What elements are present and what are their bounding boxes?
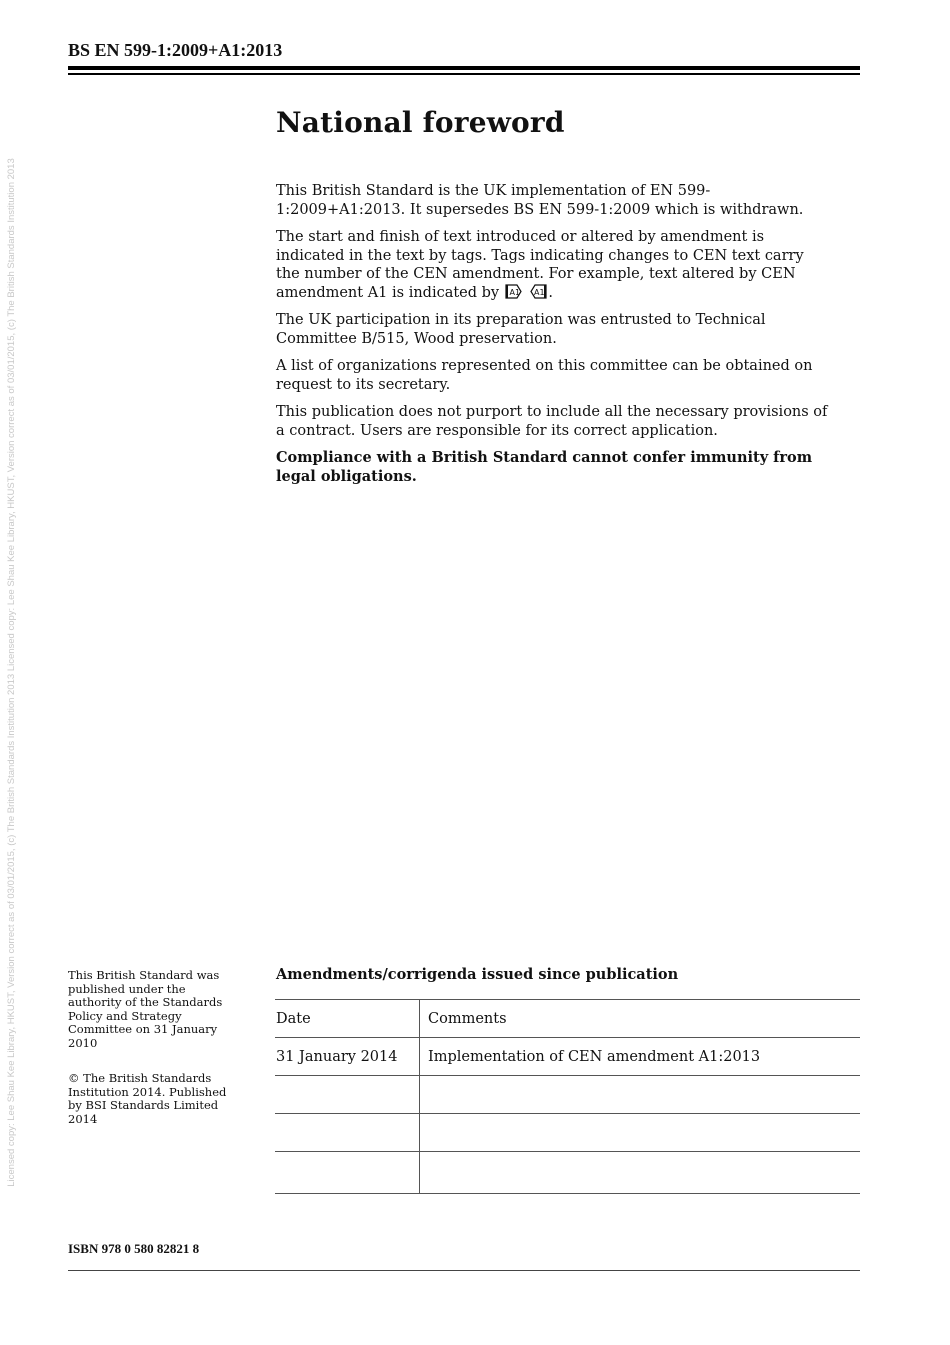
copyright-note: © The British Standards Institution 2014. Published by BSI Standards Limited 2014 — [68, 1071, 227, 1126]
isbn: ISBN 978 0 580 82821 8 — [68, 1241, 200, 1256]
row-comment — [420, 1114, 861, 1152]
header-comments: Comments — [420, 1000, 861, 1038]
row-date — [275, 1076, 420, 1114]
header-rule-thick — [68, 66, 860, 70]
row-date — [275, 1114, 420, 1152]
table-row — [275, 1114, 860, 1152]
paragraph-compliance: Compliance with a British Standard cannot confer immunity from legal obligations. — [276, 449, 813, 485]
amendment-start-tag-icon — [505, 284, 523, 299]
footer-rule — [68, 1270, 860, 1271]
publication-note: This British Standard was published under the authority of the Standards Policy and Strategy Committee on 31 January 2010 — [68, 968, 223, 1050]
watermark-text: Licensed copy: Lee Shau Kee Library, HKUST, Version correct as of 03/01/2015, (c) The British Standards Institution 2013 Licensed copy: Lee Shau Kee Library, HKUST, Version correct as of 03/01/2015, (c) The British Standards Institution 2013 — [5, 158, 17, 1187]
start-tag-label: A1 — [509, 287, 520, 297]
end-tag-label: A1 — [534, 287, 545, 297]
foreword-body — [276, 182, 828, 495]
paragraph-organizations: A list of organizations represented on this committee can be obtained on request to its secretary. — [276, 358, 813, 393]
paragraph-implementation: This British Standard is the UK implementation of EN 599-1:2009+A1:2013. It supersedes BS EN 599-1:2009 which is withdrawn. — [276, 183, 804, 218]
paragraph-committee: The UK participation in its preparation was entrusted to Technical Committee B/515, Wood preservation. — [276, 312, 766, 347]
paragraph-contract: This publication does not purport to include all the necessary provisions of a contract. Users are responsible for its correct application. — [276, 404, 828, 439]
row-comment: Implementation of CEN amendment A1:2013 — [420, 1038, 861, 1076]
page-title: National foreword — [276, 106, 565, 139]
header-date: Date — [275, 1000, 420, 1038]
row-comment — [420, 1152, 861, 1194]
paragraph-amendment-tags-end: . — [548, 284, 553, 301]
table-row — [275, 1152, 860, 1194]
header-rule-thin — [68, 73, 860, 75]
amendment-end-tag-icon — [529, 284, 547, 299]
row-date: 31 January 2014 — [275, 1038, 420, 1076]
table-row — [275, 1038, 860, 1076]
row-date — [275, 1152, 420, 1194]
row-comment — [420, 1076, 861, 1114]
paragraph-amendment-tags — [276, 228, 828, 302]
document-id: BS EN 599-1:2009+A1:2013 — [68, 40, 283, 60]
license-watermark — [0, 0, 22, 1345]
amendments-table — [275, 999, 860, 1194]
amendments-title: Amendments/corrigenda issued since publication — [276, 966, 679, 983]
publication-sidebar — [68, 969, 238, 1148]
table-row — [275, 1076, 860, 1114]
paragraph-amendment-tags-text: The start and finish of text introduced or altered by amendment is indicated in the text by tags. Tags indicating changes to CEN text carry the number of the CEN amendment. For example, text altered by CEN amendment A1 is indicated by — [276, 229, 804, 301]
table-header-row — [275, 1000, 860, 1038]
